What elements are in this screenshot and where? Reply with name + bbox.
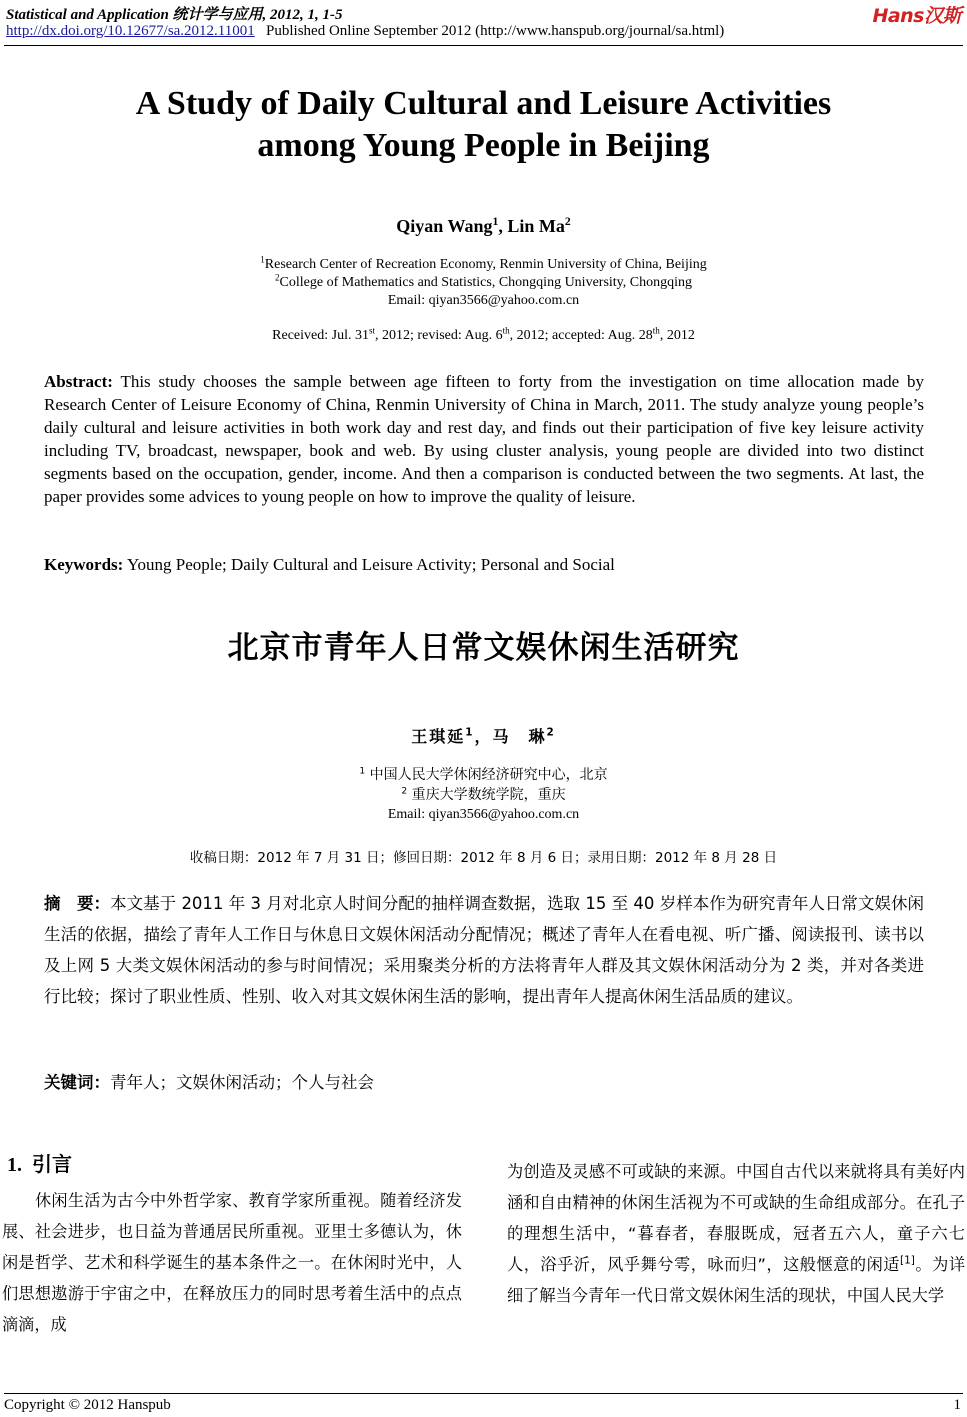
abstract-cn bbox=[44, 888, 924, 1012]
author-cn-separator: ， bbox=[474, 727, 493, 746]
title-line-2: among Young People in Beijing bbox=[257, 127, 710, 164]
paper-title-en bbox=[0, 83, 967, 167]
affiliation-2-en bbox=[0, 274, 967, 292]
date-sup-3: th bbox=[652, 325, 660, 336]
doi-link[interactable]: http://dx.doi.org/10.12677/sa.2012.11001 bbox=[6, 23, 255, 39]
author-1: Qiyan Wang bbox=[396, 216, 493, 236]
section-title: 引言 bbox=[32, 1152, 72, 1176]
aff-1-cn-text: 中国人民大学休闲经济研究中心，北京 bbox=[369, 767, 608, 783]
abstract-cn-label: 摘 要： bbox=[44, 894, 111, 913]
author-2-cn: 马 琳 bbox=[492, 727, 547, 746]
copyright: Copyright © 2012 Hanspub bbox=[4, 1397, 171, 1413]
abstract-label: Abstract: bbox=[44, 372, 113, 391]
author-1-cn-sup: 1 bbox=[465, 726, 475, 739]
aff-2-cn-sup: 2 bbox=[401, 786, 408, 797]
aff-1-text: Research Center of Recreation Economy, Renmin University of China, Beijing bbox=[264, 257, 707, 272]
published-online: Published Online September 2012 (http://www.hanspub.org/journal/sa.html) bbox=[266, 23, 725, 39]
accepted: , 2012; accepted: Aug. 28 bbox=[509, 328, 653, 343]
header-doi-line bbox=[6, 23, 724, 40]
keywords-cn-label: 关键词： bbox=[44, 1073, 110, 1092]
journal-header: Statistical and Application 统计学与应用, 2012, 1, 1-5 bbox=[6, 7, 343, 23]
keywords-label: Keywords: bbox=[44, 555, 124, 574]
aff-2-text: College of Mathematics and Statistics, Chongqing University, Chongqing bbox=[279, 275, 692, 290]
affiliation-1-cn bbox=[0, 766, 967, 784]
abstract-en bbox=[44, 370, 924, 508]
body-right-text-b: 。为详细了解当今青年一代日常文娱休闲生活的现状，中国人民大学 bbox=[507, 1255, 966, 1305]
author-2-cn-sup: 2 bbox=[546, 726, 556, 739]
keywords-cn-text: 青年人；文娱休闲活动；个人与社会 bbox=[110, 1073, 374, 1092]
keywords-text: Young People; Daily Cultural and Leisure Activity; Personal and Social bbox=[126, 555, 615, 574]
abstract-cn-text: 本文基于 2011 年 3 月对北京人时间分配的抽样调查数据，选取 15 至 40 岁样本作为研究青年人日常文娱休闲生活的依据，描绘了青年人工作日与休息日文娱休闲活动分配情况；概述了青年人在看电视、听广播、阅读报刊、读书以及上网 5 大类文娱休闲活动的参与时间情况；采用聚类分析的方法将青年人群及其文娱休闲活动分为 2 类，并对各类进行比较；探讨了职业性质、性别、收入对其文娱休闲生活的影响，提出青年人提高休闲生活品质的建议。 bbox=[44, 894, 924, 1006]
keywords-cn bbox=[44, 1069, 374, 1093]
publisher-logo: Hans汉斯 bbox=[872, 5, 961, 27]
aff-1-cn-sup: 1 bbox=[359, 766, 366, 777]
date-sup-2: th bbox=[502, 325, 510, 336]
date-sup-1: st bbox=[368, 325, 376, 336]
aff-1-sup: 1 bbox=[260, 254, 265, 265]
section-1-heading bbox=[7, 1148, 72, 1177]
body-column-right bbox=[507, 1156, 965, 1311]
body-column-left: 休闲生活为古今中外哲学家、教育学家所重视。随着经济发展、社会进步，也日益为普通居民所重视。亚里士多德认为，休闲是哲学、艺术和科学诞生的基本条件之一。在休闲时光中，人们思想遨游于宇宙之中，在释放压力的同时思考着生活中的点点滴滴，成 bbox=[2, 1191, 462, 1334]
affiliation-2-cn bbox=[0, 786, 967, 804]
aff-2-sup: 2 bbox=[275, 272, 280, 283]
title-line-1: A Study of Daily Cultural and Leisure Activities bbox=[135, 85, 832, 122]
dates-cn: 收稿日期：2012 年 7 月 31 日；修回日期：2012 年 8 月 6 日；录用日期：2012 年 8 月 28 日 bbox=[189, 850, 778, 866]
citation-1[interactable]: [1] bbox=[900, 1254, 915, 1267]
author-2: Lin Ma bbox=[507, 216, 565, 236]
email-cn: Email: qiyan3566@yahoo.com.cn bbox=[387, 807, 580, 822]
affiliation-1-en bbox=[0, 256, 967, 274]
aff-2-cn-text: 重庆大学数统学院，重庆 bbox=[411, 787, 566, 803]
section-number: 1. bbox=[7, 1154, 22, 1176]
paper-title-cn: 北京市青年人日常文娱休闲生活研究 bbox=[227, 630, 740, 666]
email-en: Email: qiyan3566@yahoo.com.cn bbox=[387, 293, 580, 308]
revised: , 2012; revised: Aug. 6 bbox=[375, 328, 503, 343]
authors-cn bbox=[0, 724, 967, 747]
page-number: 1 bbox=[953, 1397, 961, 1413]
dates-en bbox=[0, 325, 967, 344]
body-right-text-a: 为创造及灵感不可或缺的来源。中国自古代以来就将具有美好内涵和自由精神的休闲生活视为不可或缺的生命组成部分。在孔子的理想生活中，“暮春者，春服既成，冠者五六人，童子六七人，浴乎沂，风乎舞兮雩，咏而归”，这般惬意的闲适 bbox=[507, 1162, 965, 1274]
author-separator: , bbox=[498, 216, 508, 236]
header-divider bbox=[4, 45, 963, 46]
author-2-sup: 2 bbox=[564, 215, 571, 228]
keywords-en bbox=[44, 555, 615, 575]
author-1-cn: 王琪延 bbox=[411, 727, 466, 746]
abstract-text: This study chooses the sample between age fifteen to forty from the investigation on time allocation made by Research Center of Leisure Economy of China, Renmin University of China in March, 2011. The study analyze young people’s daily cultural and leisure activities in both work day and rest day, and finds out their participation of five key leisure activity including TV, broadcast, newspaper, book and web. By using cluster analysis, young people are divided into two distinct segments based on the occupation, gender, income. And then a comparison is conducted between the two segments. At last, the paper provides some advices to young people on how to improve the quality of leisure. bbox=[44, 372, 924, 506]
year: , 2012 bbox=[659, 328, 695, 343]
authors-en bbox=[0, 216, 967, 237]
received: Received: Jul. 31 bbox=[272, 328, 369, 343]
author-1-sup: 1 bbox=[492, 215, 499, 228]
footer-divider bbox=[4, 1393, 963, 1394]
